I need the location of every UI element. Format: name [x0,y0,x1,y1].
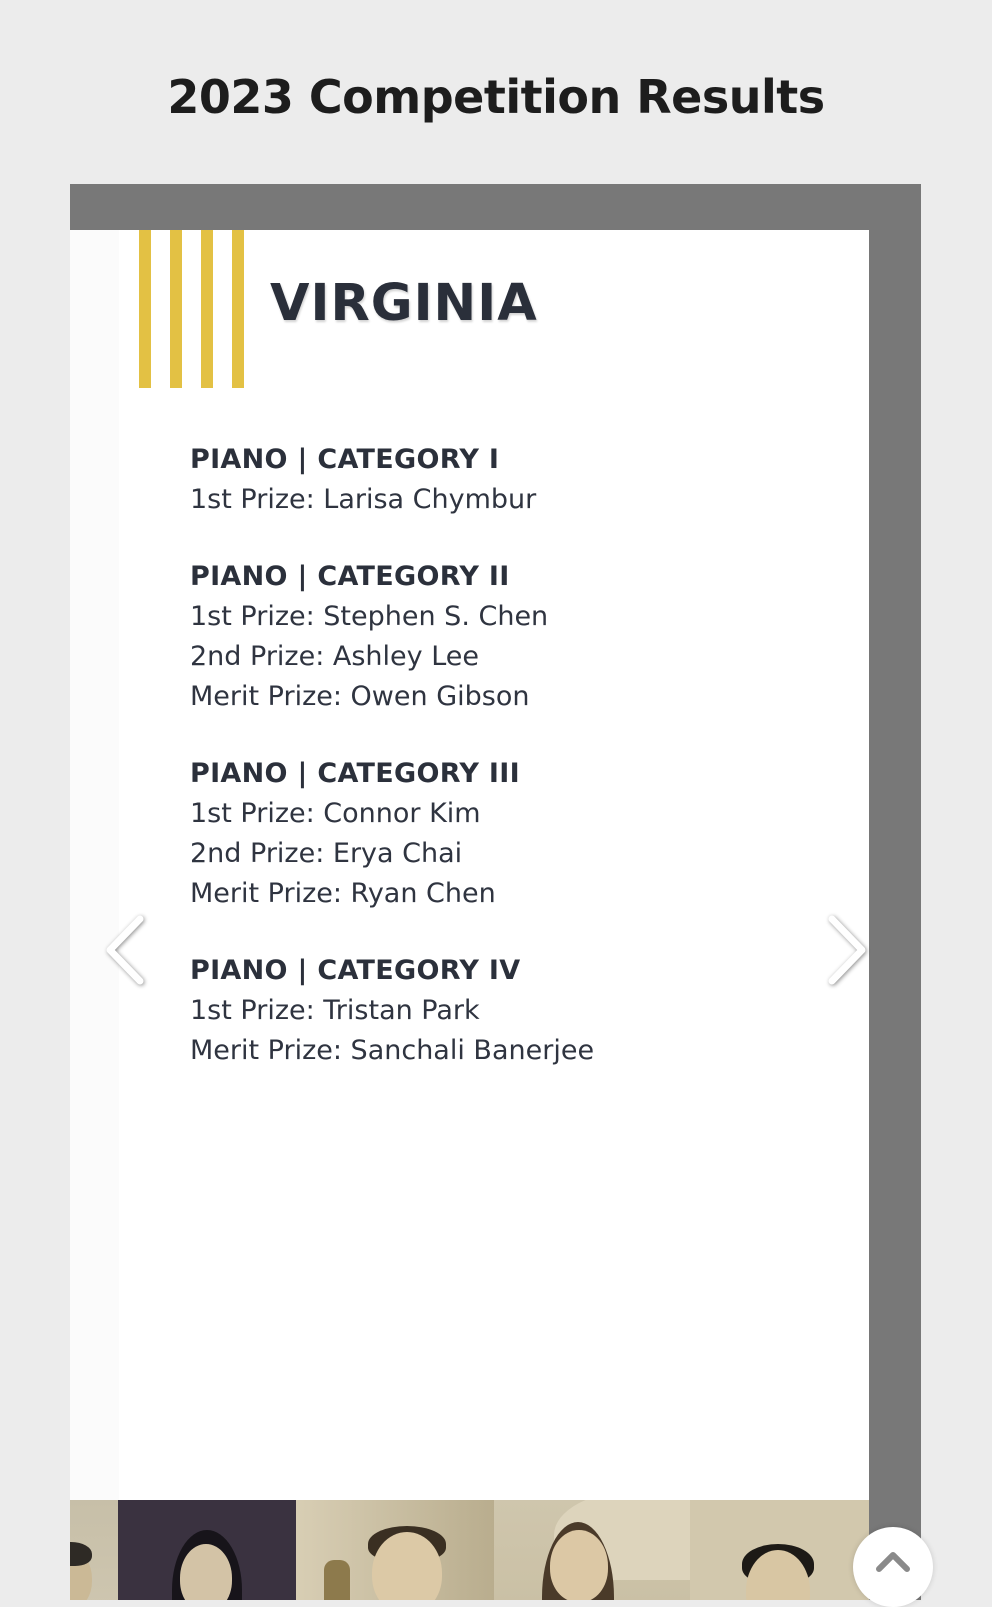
prize-line: 1st Prize: Tristan Park [190,995,480,1026]
decorative-stripes [139,230,247,388]
winner-photo [70,1500,118,1600]
winner-photo [494,1500,690,1600]
stripe [170,230,182,388]
category-block [190,557,790,717]
prev-slide-button[interactable] [94,905,154,995]
prize-line: 1st Prize: Larisa Chymbur [190,484,537,515]
category-heading: PIANO | CATEGORY II [190,561,510,592]
prize-line: Merit Prize: Owen Gibson [190,681,530,712]
prize-line: Merit Prize: Sanchali Banerjee [190,1035,595,1066]
chevron-left-icon [102,915,146,985]
winner-photo [118,1500,296,1600]
stripe [201,230,213,388]
category-heading: PIANO | CATEGORY I [190,444,500,475]
scroll-to-top-button[interactable] [853,1527,933,1607]
winner-photo [296,1500,494,1600]
winner-photo [690,1500,869,1600]
results-list [190,440,790,1108]
next-slide-button[interactable] [818,905,878,995]
category-block [190,951,790,1071]
prize-line: Merit Prize: Ryan Chen [190,878,496,909]
winner-photo-strip [70,1500,869,1600]
page-title: 2023 Competition Results [167,70,825,124]
stripe [139,230,151,388]
results-slider[interactable] [70,184,921,1600]
state-title: VIRGINIA [270,274,538,333]
prize-line: 2nd Prize: Erya Chai [190,838,463,869]
prize-line: 1st Prize: Stephen S. Chen [190,601,549,632]
category-heading: PIANO | CATEGORY III [190,758,520,789]
stripe [232,230,244,388]
prize-line: 1st Prize: Connor Kim [190,798,481,829]
chevron-right-icon [826,915,870,985]
chevron-up-icon [875,1549,911,1573]
category-block [190,754,790,914]
prize-line: 2nd Prize: Ashley Lee [190,641,479,672]
results-slide [70,230,869,1500]
category-heading: PIANO | CATEGORY IV [190,955,521,986]
category-block [190,440,790,520]
